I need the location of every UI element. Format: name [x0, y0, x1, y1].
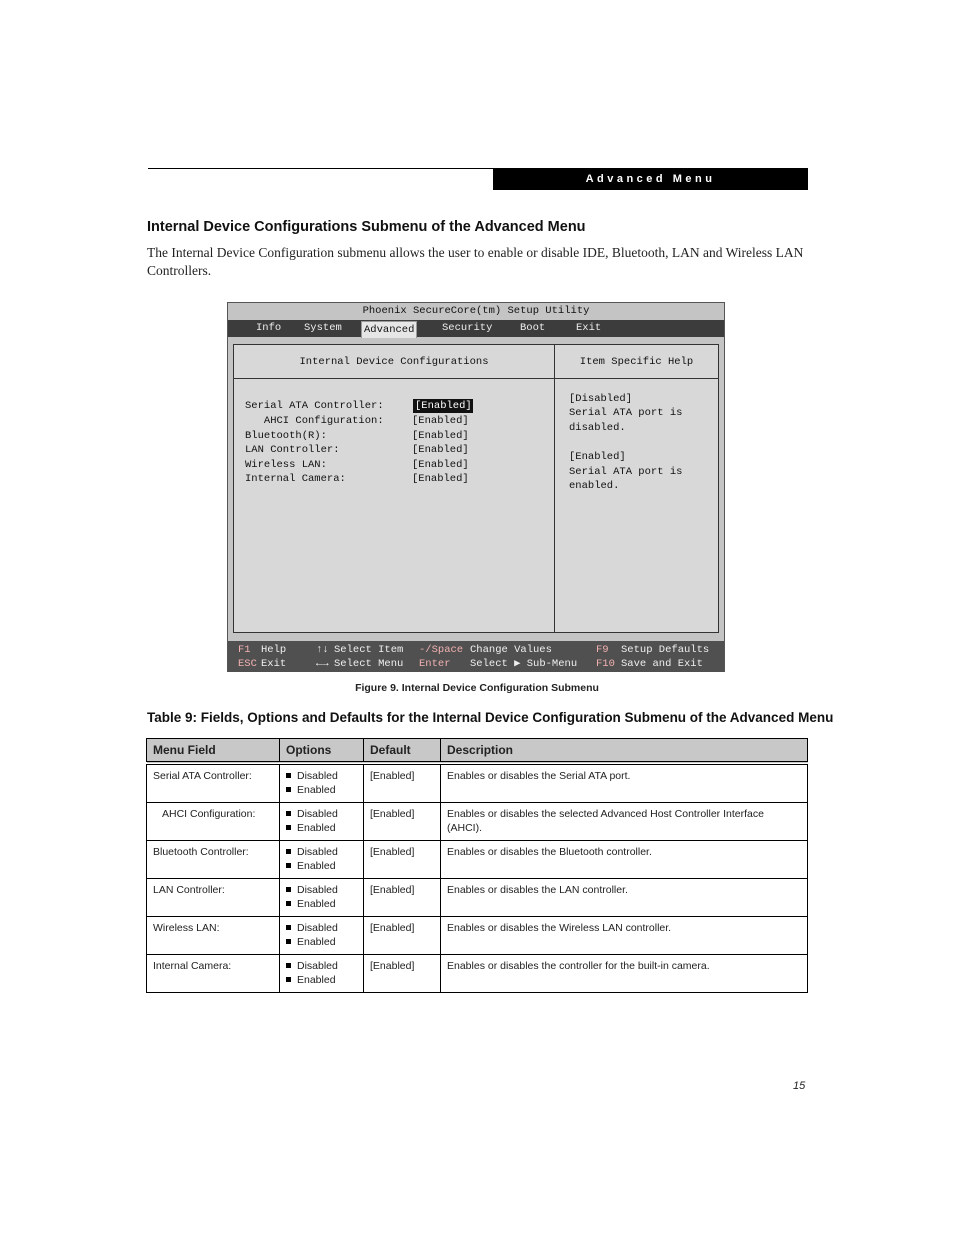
options-cell	[280, 763, 364, 803]
item-sata-label: Serial ATA Controller:	[245, 400, 384, 412]
key-select-item-label: Select Item	[334, 644, 404, 656]
option-bullet: Disabled	[286, 883, 357, 897]
key-exit-label: Exit	[261, 658, 287, 670]
default-cell: [Enabled]	[364, 841, 441, 879]
menu-system[interactable]: System	[304, 322, 342, 334]
description-cell: Enables or disables the selected Advanced Host Controller Interface (AHCI).	[441, 803, 808, 841]
table-row	[147, 879, 808, 917]
bios-main-panel	[233, 344, 719, 633]
help-line: [Enabled]	[569, 451, 626, 463]
table-title: Table 9: Fields, Options and Defaults for the Internal Device Configuration Submenu of the Advanced Menu	[147, 710, 834, 725]
description-cell: Enables or disables the controller for the built-in camera.	[441, 955, 808, 993]
table-row	[147, 763, 808, 803]
options-cell	[280, 917, 364, 955]
help-line: [Disabled]	[569, 393, 633, 405]
key-space: -/Space	[419, 644, 464, 656]
col-menu-field: Menu Field	[147, 739, 280, 764]
item-wlan-value[interactable]: [Enabled]	[412, 459, 469, 471]
options-cell	[280, 955, 364, 993]
bios-footer	[228, 641, 724, 672]
help-panel	[555, 345, 718, 632]
item-lan-value[interactable]: [Enabled]	[412, 444, 469, 456]
table-header-row	[147, 739, 808, 764]
fields-table	[146, 738, 808, 993]
intro-paragraph: The Internal Device Configuration submenu allows the user to enable or disable IDE, Bluetooth, LAN and Wireless LAN Controllers.	[147, 245, 804, 278]
settings-panel	[234, 345, 555, 632]
help-line: Serial ATA port is	[569, 466, 683, 478]
field-cell: Bluetooth Controller:	[147, 841, 280, 879]
options-cell	[280, 841, 364, 879]
item-ahci-value[interactable]: [Enabled]	[412, 415, 469, 427]
key-arrows-ud: ↑↓	[316, 644, 329, 656]
description-cell: Enables or disables the Serial ATA port.	[441, 763, 808, 803]
help-panel-title: Item Specific Help	[555, 345, 718, 379]
option-bullet: Enabled	[286, 973, 357, 987]
default-cell: [Enabled]	[364, 879, 441, 917]
key-save-exit-label: Save and Exit	[621, 658, 703, 670]
settings-panel-title: Internal Device Configurations	[234, 345, 554, 379]
col-options: Options	[280, 739, 364, 764]
default-cell: [Enabled]	[364, 763, 441, 803]
option-bullet: Disabled	[286, 769, 357, 783]
key-arrows-lr: ←→	[316, 658, 329, 670]
bios-menubar	[228, 320, 724, 337]
field-cell: AHCI Configuration:	[147, 803, 280, 841]
key-select-submenu-label: Select ▶ Sub-Menu	[470, 658, 578, 670]
options-cell	[280, 803, 364, 841]
field-cell: Wireless LAN:	[147, 917, 280, 955]
item-sata-value[interactable]: [Enabled]	[415, 400, 472, 412]
item-wlan-label: Wireless LAN:	[245, 459, 327, 471]
option-bullet: Disabled	[286, 959, 357, 973]
option-bullet: Disabled	[286, 807, 357, 821]
option-bullet: Enabled	[286, 935, 357, 949]
menu-boot[interactable]: Boot	[520, 322, 546, 334]
table-row	[147, 955, 808, 993]
default-cell: [Enabled]	[364, 803, 441, 841]
key-change-values-label: Change Values	[470, 644, 552, 656]
running-header: Advanced Menu	[493, 168, 808, 190]
bios-screenshot	[227, 302, 725, 672]
page-number: 15	[793, 1080, 806, 1092]
col-description: Description	[441, 739, 808, 764]
option-bullet: Enabled	[286, 859, 357, 873]
key-help-label: Help	[261, 644, 287, 656]
help-line: disabled.	[569, 422, 626, 434]
field-cell: LAN Controller:	[147, 879, 280, 917]
field-cell: Internal Camera:	[147, 955, 280, 993]
key-select-menu-label: Select Menu	[334, 658, 404, 670]
key-esc: ESC	[238, 658, 257, 670]
menu-info[interactable]: Info	[256, 322, 282, 334]
menu-advanced[interactable]: Advanced	[361, 321, 417, 338]
key-setup-defaults-label: Setup Defaults	[621, 644, 710, 656]
figure-caption: Figure 9. Internal Device Configuration Submenu	[355, 682, 599, 694]
key-enter: Enter	[419, 658, 451, 670]
table-row	[147, 841, 808, 879]
table-row	[147, 917, 808, 955]
key-f9: F9	[596, 644, 609, 656]
menu-security[interactable]: Security	[442, 322, 493, 334]
key-f10: F10	[596, 658, 615, 670]
default-cell: [Enabled]	[364, 955, 441, 993]
description-cell: Enables or disables the LAN controller.	[441, 879, 808, 917]
option-bullet: Disabled	[286, 921, 357, 935]
options-cell	[280, 879, 364, 917]
item-camera-value[interactable]: [Enabled]	[412, 473, 469, 485]
item-ahci-label: AHCI Configuration:	[245, 415, 384, 427]
option-bullet: Enabled	[286, 821, 357, 835]
default-cell: [Enabled]	[364, 917, 441, 955]
col-default: Default	[364, 739, 441, 764]
item-camera-label: Internal Camera:	[245, 473, 346, 485]
key-f1: F1	[238, 644, 251, 656]
item-bluetooth-label: Bluetooth(R):	[245, 430, 327, 442]
help-line: enabled.	[569, 480, 620, 492]
table-row	[147, 803, 808, 841]
header-rule	[148, 168, 493, 169]
option-bullet: Enabled	[286, 897, 357, 911]
menu-exit[interactable]: Exit	[576, 322, 602, 334]
help-line: Serial ATA port is	[569, 407, 683, 419]
item-bluetooth-value[interactable]: [Enabled]	[412, 430, 469, 442]
item-lan-label: LAN Controller:	[245, 444, 340, 456]
option-bullet: Enabled	[286, 783, 357, 797]
bios-title: Phoenix SecureCore(tm) Setup Utility	[228, 303, 724, 321]
description-cell: Enables or disables the Bluetooth controller.	[441, 841, 808, 879]
section-title: Internal Device Configurations Submenu of the Advanced Menu	[147, 219, 586, 235]
option-bullet: Disabled	[286, 845, 357, 859]
description-cell: Enables or disables the Wireless LAN controller.	[441, 917, 808, 955]
field-cell: Serial ATA Controller:	[147, 763, 280, 803]
